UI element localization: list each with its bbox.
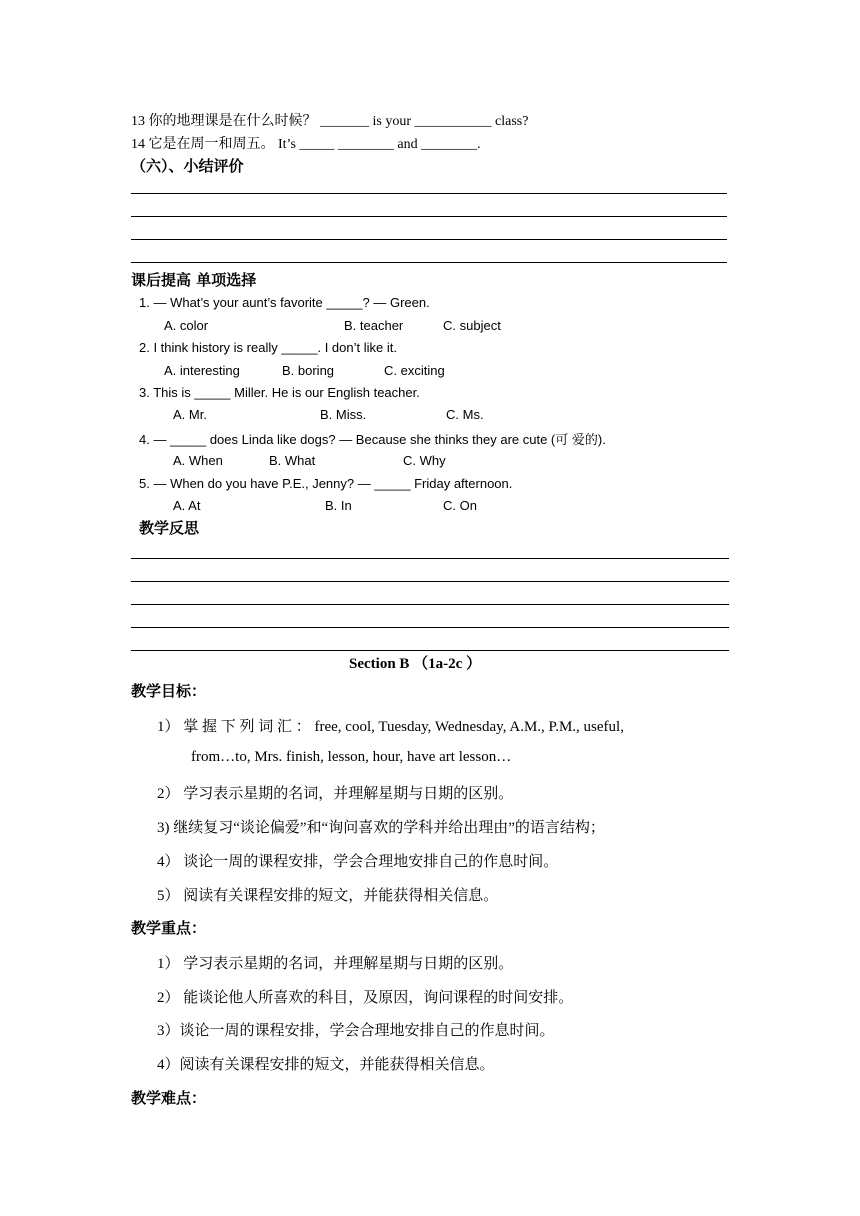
- mc-question-5: 5. — When do you have P.E., Jenny? — _____ Friday afternoon.: [139, 476, 513, 491]
- answer-line: [131, 216, 727, 217]
- answer-line: [131, 581, 729, 582]
- option-a: A. When: [173, 453, 223, 468]
- keypoint-item: 4）阅读有关课程安排的短文，并能获得相关信息。: [157, 1057, 495, 1073]
- answer-line: [131, 650, 729, 651]
- objective-item: 4） 谈论一周的课程安排，学会合理地安排自己的作息时间。: [157, 854, 559, 870]
- answer-line: [131, 239, 727, 240]
- question-13: 13 你的地理课是在什么时候？ _______ is your ___________ class?: [131, 114, 529, 129]
- objective-item: 1） 掌 握 下 列 词 汇 ： free, cool, Tuesday, Wednesday, A.M., P.M., useful,: [157, 719, 624, 735]
- answer-line: [131, 604, 729, 605]
- option-c: C. Ms.: [446, 407, 484, 422]
- objectives-heading: 教学目标：: [131, 682, 207, 700]
- option-b: B. In: [325, 498, 352, 513]
- answer-line: [131, 193, 727, 194]
- option-c: C. subject: [443, 318, 501, 333]
- keypoint-item: 1） 学习表示星期的名词，并理解星期与日期的区别。: [157, 956, 514, 972]
- mc-question-3: 3. This is _____ Miller. He is our English teacher.: [139, 385, 420, 400]
- option-b: B. What: [269, 453, 316, 468]
- answer-line: [131, 558, 729, 559]
- option-b: B. boring: [282, 363, 335, 378]
- mc-question-4: 4. — _____ does Linda like dogs? — Because she thinks they are cute (可 爱的).: [139, 432, 606, 447]
- objective-item: 2） 学习表示星期的名词，并理解星期与日期的区别。: [157, 786, 514, 802]
- mc-question-1: 1. — What’s your aunt’s favorite _____? — Green.: [139, 295, 430, 310]
- option-a: A. At: [173, 498, 201, 513]
- objective-item: 5） 阅读有关课程安排的短文，并能获得相关信息。: [157, 888, 499, 904]
- difficulties-heading: 教学难点：: [131, 1089, 207, 1107]
- option-b: B. Miss.: [320, 407, 367, 422]
- option-c: C. exciting: [384, 363, 445, 378]
- summary-heading: （六）、小结评价: [131, 157, 244, 175]
- option-b: B. teacher: [344, 318, 404, 333]
- after-class-heading: 课后提高 单项选择: [131, 271, 257, 289]
- objective-item-continued: from…to, Mrs. finish, lesson, hour, have art lesson…: [191, 749, 512, 765]
- keypoints-heading: 教学重点：: [131, 919, 207, 937]
- answer-line: [131, 262, 727, 263]
- option-c: C. Why: [403, 453, 446, 468]
- option-a: A. Mr.: [173, 407, 207, 422]
- objective-item: 3) 继续复习“谈论偏爱”和“询问喜欢的学科并给出理由”的语言结构；: [157, 820, 605, 836]
- option-a: A. interesting: [164, 363, 240, 378]
- answer-line: [131, 627, 729, 628]
- question-14: 14 它是在周一和周五。 It’s _____ ________ and ________.: [131, 137, 481, 152]
- option-c: C. On: [443, 498, 477, 513]
- mc-question-2: 2. I think history is really _____. I don’t like it.: [139, 340, 397, 355]
- keypoint-item: 2） 能谈论他人所喜欢的科目，及原因，询问课程的时间安排。: [157, 990, 574, 1006]
- keypoint-item: 3）谈论一周的课程安排，学会合理地安排自己的作息时间。: [157, 1023, 555, 1039]
- section-title: Section B （1a-2c ）: [349, 656, 482, 672]
- option-a: A. color: [164, 318, 209, 333]
- reflection-heading: 教学反思: [139, 519, 200, 537]
